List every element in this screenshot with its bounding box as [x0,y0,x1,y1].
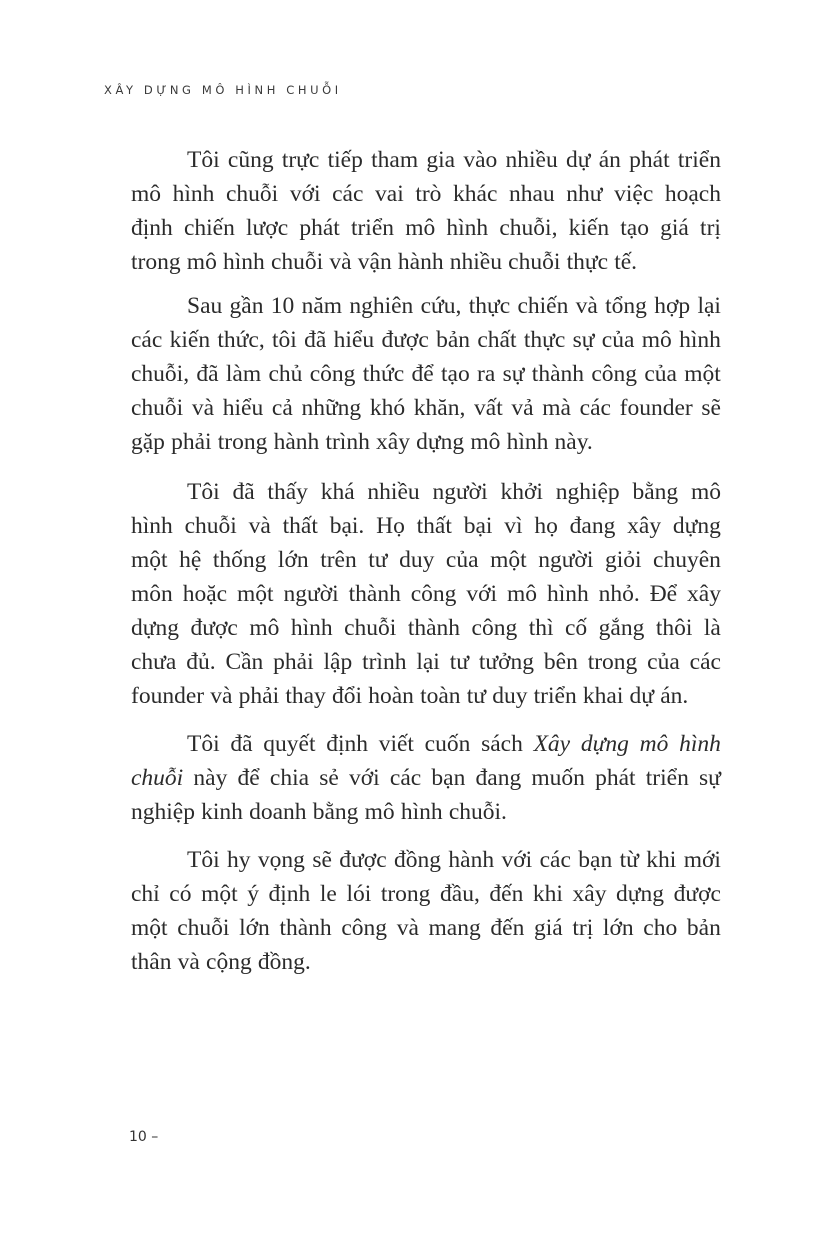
paragraph-4 [131,727,721,829]
running-head: XÂY DỰNG MÔ HÌNH CHUỖI [104,83,342,97]
text-line: trong mô hình chuỗi và vận hành nhiều chuỗi thực tế. [131,249,638,275]
text-line: Tôi đã quyết định viết cuốn sách Xây dựng mô hình [187,731,721,757]
text-line: chuỗi và hiểu cả những khó khăn, vất vả mà các founder sẽ [131,395,721,421]
text-line: mô hình chuỗi với các vai trò khác nhau như việc hoạch [131,181,721,207]
paragraph-3 [131,475,721,713]
text-line: hình chuỗi và thất bại. Họ thất bại vì họ đang xây dựng [131,513,721,539]
text-line: một hệ thống lớn trên tư duy của một người giỏi chuyên [131,547,721,573]
text-line: Tôi cũng trực tiếp tham gia vào nhiều dự án phát triển [187,147,721,173]
text-line: môn hoặc một người thành công với mô hình nhỏ. Để xây [131,581,721,607]
text-line: chưa đủ. Cần phải lập trình lại tư tưởng bên trong của các [131,649,721,675]
text-line: chỉ có một ý định le lói trong đầu, đến khi xây dựng được [131,881,721,907]
text-line: dựng được mô hình chuỗi thành công thì cố gắng thôi là [131,615,721,641]
text-line: chuỗi, đã làm chủ công thức để tạo ra sự thành công của một [131,361,721,387]
text-line: một chuỗi lớn thành công và mang đến giá trị lớn cho bản [131,915,721,941]
paragraph-1 [131,143,721,279]
paragraph-2 [131,289,721,459]
text-line: nghiệp kinh doanh bằng mô hình chuỗi. [131,799,507,825]
text-line: Tôi đã thấy khá nhiều người khởi nghiệp bằng mô [187,479,721,505]
text-line: Tôi hy vọng sẽ được đồng hành với các bạn từ khi mới [187,847,721,873]
text-line: định chiến lược phát triển mô hình chuỗi, kiến tạo giá trị [131,215,721,241]
page-number: 10 – [129,1129,159,1145]
text-line: Sau gần 10 năm nghiên cứu, thực chiến và tổng hợp lại [187,293,721,319]
text-line: founder và phải thay đổi hoàn toàn tư duy triển khai dự án. [131,683,689,709]
text-line: thân và cộng đồng. [131,949,311,975]
text-line: các kiến thức, tôi đã hiểu được bản chất thực sự của mô hình [131,327,721,353]
paragraph-5 [131,843,721,979]
text-line: gặp phải trong hành trình xây dựng mô hình này. [131,429,593,455]
text-line: chuỗi này để chia sẻ với các bạn đang muốn phát triển sự [131,765,721,791]
